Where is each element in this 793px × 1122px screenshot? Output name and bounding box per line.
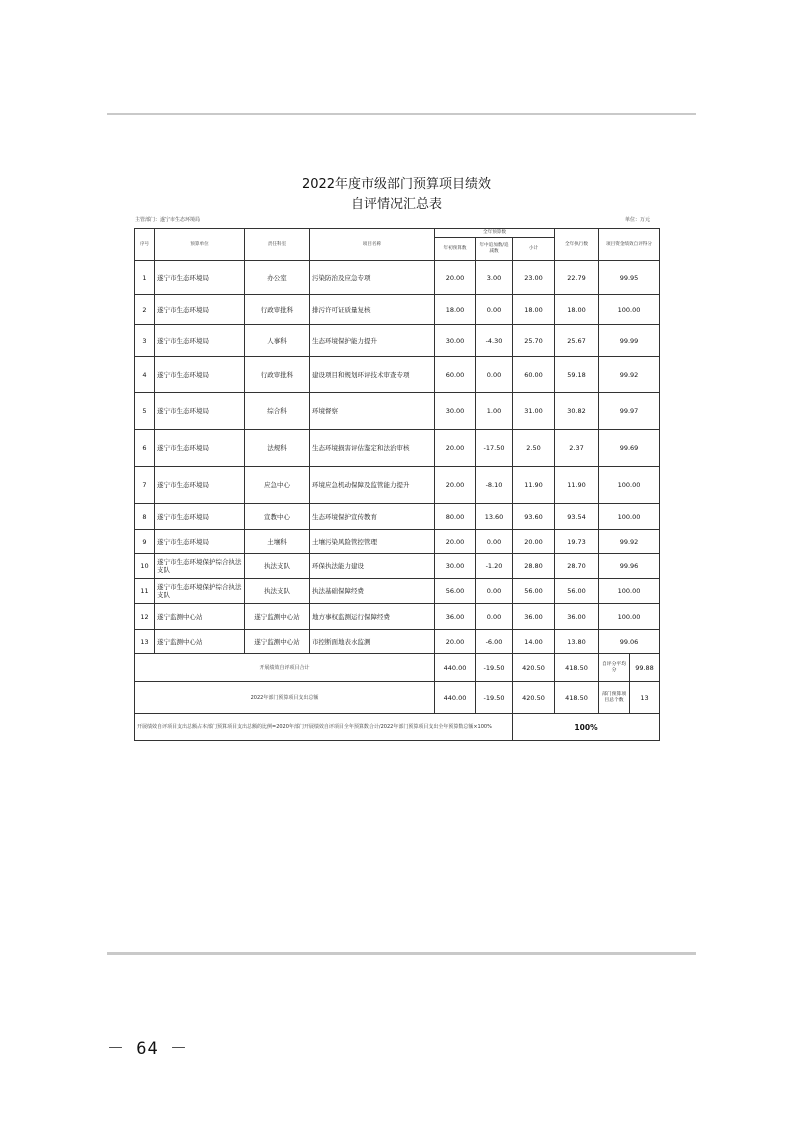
row-responsible-dept: 遂宁监测中心站 [245,630,310,654]
row-subtotal: 31.00 [513,393,555,430]
row-responsible-dept: 人事科 [245,325,310,357]
row-score: 99.95 [599,261,660,295]
row-initial-budget: 80.00 [435,504,476,530]
row-executed: 59.18 [555,357,599,393]
row-score: 100.00 [599,604,660,630]
total-adjustment: -19.50 [476,654,513,682]
unit-label: 单位：万元 [624,217,650,223]
header-subtotal: 小计 [513,238,555,261]
row-seq: 11 [135,579,155,604]
row-score: 100.00 [599,295,660,325]
row-executed: 36.00 [555,604,599,630]
row-score: 99.92 [599,357,660,393]
table-row [135,357,660,393]
ratio-value: 100% [513,714,660,741]
row-executed: 30.82 [555,393,599,430]
row-budget-unit: 遂宁市生态环境局 [155,467,245,504]
row-subtotal: 36.00 [513,604,555,630]
row-project-name: 土壤污染风险管控管理 [310,530,435,554]
table-row [135,530,660,554]
project-count-label: 部门预算项目总个数 [599,682,630,714]
table-title-line1: 2022年度市级部门预算项目绩效 [301,177,492,192]
department-label: 主管部门：遂宁市生态环境局 [135,217,201,223]
row-project-name: 建设项目和规划环评技术审查专项 [310,357,435,393]
dept-initial-budget: 440.00 [435,682,476,714]
row-project-name: 执法基础保障经费 [310,579,435,604]
row-score: 99.96 [599,554,660,579]
row-budget-unit: 遂宁市生态环境局 [155,430,245,467]
row-project-name: 环境督察 [310,393,435,430]
row-budget-unit: 遂宁市生态环境局 [155,357,245,393]
row-project-name: 生态环境保护能力提升 [310,325,435,357]
row-subtotal: 14.00 [513,630,555,654]
row-project-name: 环保执法能力建设 [310,554,435,579]
header-adjustment: 年中追加数/追减数 [476,238,513,261]
row-subtotal: 60.00 [513,357,555,393]
dept-total-row [135,682,660,714]
header-initial-budget: 年初预算数 [435,238,476,261]
row-initial-budget: 36.00 [435,604,476,630]
row-adjustment: -8.10 [476,467,513,504]
table-row [135,261,660,295]
ratio-row [135,714,660,741]
row-initial-budget: 30.00 [435,393,476,430]
row-adjustment: -6.00 [476,630,513,654]
dept-subtotal: 420.50 [513,682,555,714]
row-adjustment: 3.00 [476,261,513,295]
row-seq: 10 [135,554,155,579]
row-adjustment: 0.00 [476,357,513,393]
row-initial-budget: 60.00 [435,357,476,393]
row-executed: 28.70 [555,554,599,579]
total-initial-budget: 440.00 [435,654,476,682]
ratio-note: 开展绩效自评项目支出总额占本部门预算项目支出总额的比例=2020年部门开展绩效自评项目全年预算数合计/2022年部门预算项目支出全年预算数总额×100% [135,714,513,741]
row-budget-unit: 遂宁市生态环境保护综合执法支队 [155,579,245,604]
row-project-name: 污染防治及应急专项 [310,261,435,295]
row-subtotal: 93.60 [513,504,555,530]
row-responsible-dept: 应急中心 [245,467,310,504]
table-row [135,579,660,604]
row-initial-budget: 20.00 [435,430,476,467]
row-responsible-dept: 土壤科 [245,530,310,554]
row-seq: 2 [135,295,155,325]
row-executed: 56.00 [555,579,599,604]
row-adjustment: -4.30 [476,325,513,357]
row-budget-unit: 遂宁监测中心站 [155,604,245,630]
row-seq: 8 [135,504,155,530]
average-score-value: 99.88 [630,654,660,682]
page-number: － 64 － [107,1039,188,1059]
row-subtotal: 56.00 [513,579,555,604]
row-adjustment: 0.00 [476,604,513,630]
row-responsible-dept: 遂宁监测中心站 [245,604,310,630]
row-initial-budget: 20.00 [435,630,476,654]
top-rule [107,113,696,115]
project-count-value: 13 [630,682,660,714]
row-adjustment: -1.20 [476,554,513,579]
table-row [135,467,660,504]
row-adjustment: 0.00 [476,530,513,554]
total-executed: 418.50 [555,654,599,682]
row-executed: 19.73 [555,530,599,554]
row-executed: 11.90 [555,467,599,504]
table-row [135,504,660,530]
row-responsible-dept: 行政审批科 [245,357,310,393]
row-seq: 6 [135,430,155,467]
row-adjustment: 0.00 [476,579,513,604]
average-score-label: 自评分平均分 [599,654,630,682]
row-initial-budget: 18.00 [435,295,476,325]
header-executed: 全年执行数 [555,229,599,261]
row-adjustment: 1.00 [476,393,513,430]
row-budget-unit: 遂宁市生态环境局 [155,530,245,554]
table-row [135,295,660,325]
row-executed: 25.67 [555,325,599,357]
row-budget-unit: 遂宁市生态环境局 [155,504,245,530]
header-seq: 序号 [135,229,155,261]
row-initial-budget: 56.00 [435,579,476,604]
evaluation-table [134,228,660,741]
row-project-name: 生态环境保护宣传教育 [310,504,435,530]
row-responsible-dept: 行政审批科 [245,295,310,325]
header-budget-unit: 预算单位 [155,229,245,261]
row-score: 99.69 [599,430,660,467]
dept-executed: 418.50 [555,682,599,714]
dept-adjustment: -19.50 [476,682,513,714]
row-responsible-dept: 法规科 [245,430,310,467]
row-budget-unit: 遂宁市生态环境局 [155,295,245,325]
header-project-name: 项目名称 [310,229,435,261]
row-seq: 7 [135,467,155,504]
row-budget-unit: 遂宁市生态环境保护综合执法支队 [155,554,245,579]
total-row-label: 开展绩效自评项目合计 [135,654,435,682]
row-score: 99.06 [599,630,660,654]
row-subtotal: 2.50 [513,430,555,467]
row-initial-budget: 20.00 [435,530,476,554]
row-executed: 18.00 [555,295,599,325]
bottom-rule [107,952,696,955]
table-title-line2: 自评情况汇总表 [350,197,442,212]
row-score: 100.00 [599,504,660,530]
table-row [135,393,660,430]
row-initial-budget: 20.00 [435,467,476,504]
row-responsible-dept: 执法支队 [245,554,310,579]
row-subtotal: 23.00 [513,261,555,295]
row-project-name: 市控断面地表水监测 [310,630,435,654]
total-subtotal: 420.50 [513,654,555,682]
row-score: 100.00 [599,579,660,604]
row-subtotal: 11.90 [513,467,555,504]
row-project-name: 生态环境损害评估鉴定和法治审核 [310,430,435,467]
row-responsible-dept: 执法支队 [245,579,310,604]
row-executed: 13.80 [555,630,599,654]
row-responsible-dept: 宣教中心 [245,504,310,530]
row-seq: 13 [135,630,155,654]
row-subtotal: 28.80 [513,554,555,579]
header-score: 项目资金绩效自评得分 [599,229,660,261]
table-row [135,630,660,654]
row-project-name: 环境应急机动保障及监管能力提升 [310,467,435,504]
row-score: 99.99 [599,325,660,357]
row-seq: 12 [135,604,155,630]
row-score: 100.00 [599,467,660,504]
row-seq: 4 [135,357,155,393]
row-budget-unit: 遂宁监测中心站 [155,630,245,654]
row-seq: 5 [135,393,155,430]
row-seq: 9 [135,530,155,554]
row-budget-unit: 遂宁市生态环境局 [155,393,245,430]
header-responsible-dept: 责任科室 [245,229,310,261]
row-subtotal: 18.00 [513,295,555,325]
row-initial-budget: 20.00 [435,261,476,295]
row-subtotal: 20.00 [513,530,555,554]
row-project-name: 地方事权监测运行保障经费 [310,604,435,630]
row-adjustment: 13.60 [476,504,513,530]
row-score: 99.92 [599,530,660,554]
total-row [135,654,660,682]
table-row [135,554,660,579]
row-score: 99.97 [599,393,660,430]
row-responsible-dept: 综合科 [245,393,310,430]
row-project-name: 排污许可证质量复核 [310,295,435,325]
table-row [135,430,660,467]
table-row [135,604,660,630]
header-full-year-budget: 全年预算数 [435,229,555,238]
row-executed: 2.37 [555,430,599,467]
row-initial-budget: 30.00 [435,325,476,357]
dept-total-label: 2022年部门预算项目支出总额 [135,682,435,714]
row-responsible-dept: 办公室 [245,261,310,295]
row-seq: 3 [135,325,155,357]
row-adjustment: 0.00 [476,295,513,325]
row-executed: 22.79 [555,261,599,295]
row-subtotal: 25.70 [513,325,555,357]
row-adjustment: -17.50 [476,430,513,467]
row-initial-budget: 30.00 [435,554,476,579]
row-budget-unit: 遂宁市生态环境局 [155,325,245,357]
row-seq: 1 [135,261,155,295]
table-row [135,325,660,357]
row-budget-unit: 遂宁市生态环境局 [155,261,245,295]
row-executed: 93.54 [555,504,599,530]
